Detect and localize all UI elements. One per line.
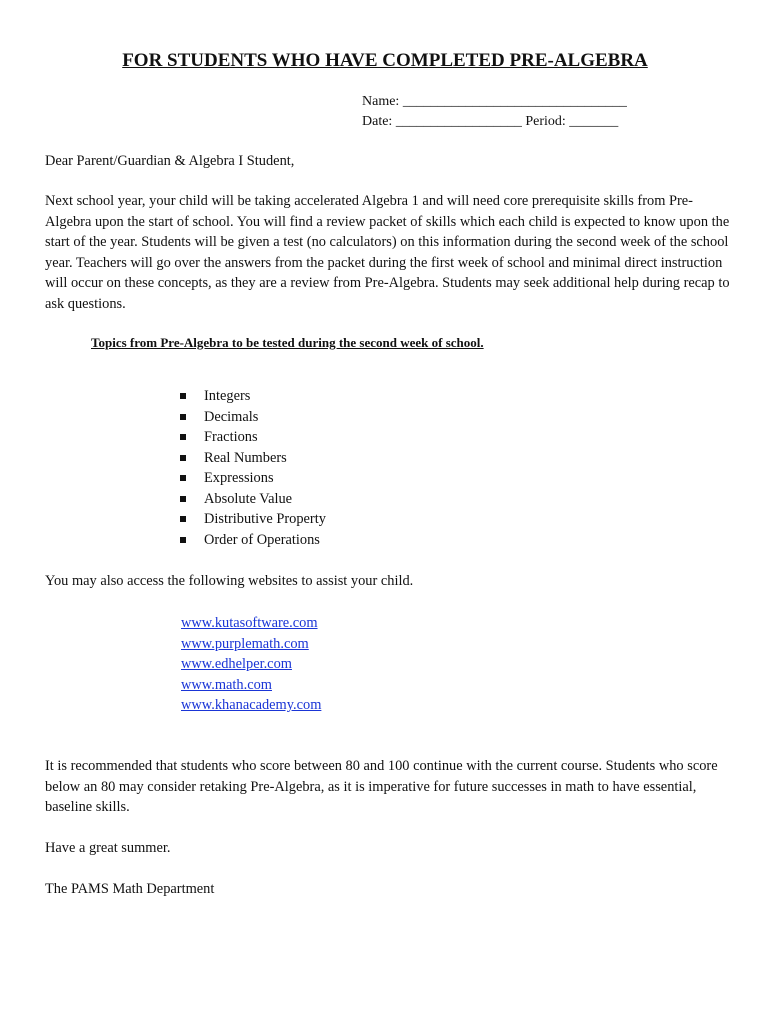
topics-heading: Topics from Pre-Algebra to be tested during the second week of school.: [91, 335, 484, 350]
list-item: [181, 675, 321, 696]
square-bullet-icon: [180, 516, 186, 522]
topic-label: Absolute Value: [204, 490, 293, 507]
websites-intro: You may also access the following websites to assist your child.: [45, 573, 414, 589]
website-link-math[interactable]: www.math.com: [181, 676, 272, 693]
topic-label: Decimals: [204, 408, 259, 425]
list-item: [180, 407, 326, 428]
topics-list: [180, 386, 326, 550]
list-item: [180, 530, 326, 551]
topic-label: Integers: [204, 388, 251, 404]
square-bullet-icon: [180, 455, 186, 461]
square-bullet-icon: [180, 414, 186, 420]
student-info-fields: [362, 92, 627, 132]
square-bullet-icon: [180, 475, 186, 481]
signoff: The PAMS Math Department: [45, 881, 215, 897]
square-bullet-icon: [180, 393, 186, 399]
website-link-kutasoftware[interactable]: www.kutasoftware.com: [181, 615, 318, 631]
list-item: [181, 695, 321, 716]
list-item: [180, 468, 326, 489]
topic-label: Real Numbers: [204, 449, 287, 466]
date-period-field-line[interactable]: Date: __________________ Period: _______: [362, 114, 619, 129]
greeting: Dear Parent/Guardian & Algebra I Student,: [45, 153, 295, 169]
website-link-khanacademy[interactable]: www.khanacademy.com: [181, 697, 322, 713]
list-item: [180, 427, 326, 448]
websites-list: [181, 613, 321, 716]
topic-label: Distributive Property: [204, 511, 326, 527]
closing-line: Have a great summer.: [45, 840, 171, 856]
intro-paragraph: Next school year, your child will be taking accelerated Algebra 1 and will need core prerequisite skills from Pre-Algebra upon the start of school. You will find a review packet of skills which each child is expected to know upon the start of the year. Students will be given a test (no calculators) on this information during the second week of the school year. Teachers will go over the answers from the packet during the first week of school and minimal direct instruction will occur on these concepts, as they are a review from Pre-Algebra. Students may seek additional help during recap to ask questions.: [45, 193, 730, 312]
square-bullet-icon: [180, 434, 186, 440]
website-link-edhelper[interactable]: www.edhelper.com: [181, 656, 292, 672]
list-item: [181, 634, 321, 655]
list-item: [180, 489, 326, 510]
list-item: [181, 613, 321, 634]
topic-label: Fractions: [204, 429, 258, 445]
square-bullet-icon: [180, 537, 186, 543]
recommendation-paragraph: It is recommended that students who score between 80 and 100 continue with the current course. Students who score below an 80 may consider retaking Pre-Algebra, as it is imperative for future successes in math to have essential, baseline skills.: [45, 758, 718, 815]
square-bullet-icon: [180, 496, 186, 502]
list-item: [180, 448, 326, 469]
topic-label: Expressions: [204, 470, 274, 486]
topic-label: Order of Operations: [204, 531, 320, 548]
list-item: [181, 654, 321, 675]
website-link-purplemath[interactable]: www.purplemath.com: [181, 635, 309, 652]
list-item: [180, 386, 326, 407]
list-item: [180, 509, 326, 530]
document-title: FOR STUDENTS WHO HAVE COMPLETED PRE-ALGEBRA: [122, 50, 648, 71]
name-field-line[interactable]: Name: ________________________________: [362, 94, 627, 109]
